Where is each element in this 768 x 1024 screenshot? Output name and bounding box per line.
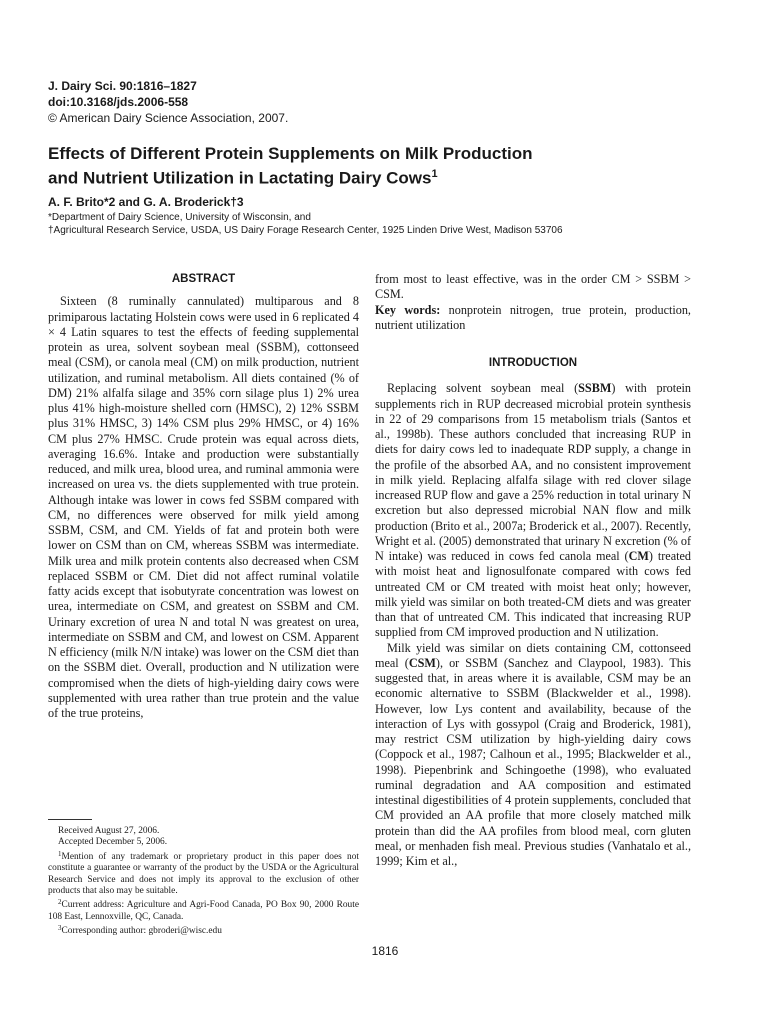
footnote-3-mark: 3 <box>58 924 62 933</box>
intro-paragraph-2 <box>375 641 691 870</box>
article-title-line-2-text: and Nutrient Utilization in Lactating Dairy Cows <box>48 168 432 188</box>
introduction-heading: INTRODUCTION <box>488 357 578 369</box>
footnote-1 <box>48 849 359 898</box>
footnote-3-text: Corresponding author: gbroderi@wisc.edu <box>61 926 222 937</box>
abstract-heading: ABSTRACT <box>171 273 236 285</box>
keywords-label: Key words: <box>375 302 441 317</box>
footnote-2-text: Current address: Agriculture and Agri-Food Canada, PO Box 90, 2000 Route 108 East, Lennoxville, QC, Canada. <box>48 900 359 922</box>
footnotes <box>48 826 359 938</box>
footnote-2 <box>48 897 359 923</box>
footnote-accepted: Accepted December 5, 2006. <box>58 837 168 848</box>
intro-paragraph-1 <box>375 381 691 640</box>
keywords <box>375 303 691 334</box>
abstract-continuation: from most to least effective, was in the order CM > SSBM > CSM. <box>375 272 691 302</box>
footnote-divider <box>48 819 92 820</box>
footnote-2-mark: 2 <box>58 898 62 907</box>
intro-p1-part-3: ) treated with moist heat and lignosulfonate compared with cows fed untreated CM or CM treated with moist heat only; however, milk yield was similar on both treated-CM diets and was greater than that of untreated CM. This indicated that increasing RUP supplied from CM improved production and N utilization. <box>375 549 692 640</box>
abstract-text: Sixteen (8 ruminally cannulated) multiparous and 8 primiparous lactating Holstein cows were used in 6 replicated 4 × 4 Latin squares to test the effects of feeding supplemental protein as urea, solvent soybean meal (SSBM), cottonseed meal (CSM), or canola meal (CM) on milk production, nutrient utilization, and ruminal metabolism. All diets contained (% of DM) 21% alfalfa silage and 35% corn silage plus 1) 2% urea plus 41% high-moisture shelled corn (HMSC), 2) 12% SSBM plus 31% HMSC, 3) 14% CSM plus 29% HMSC, or 4) 16% CM plus 27% HMSC. Crude protein was equal across diets, averaging 16.6%. Intake and production were substantially reduced, and milk urea, blood urea, and ruminal ammonia were increased on urea vs. the diets supplemented with true protein. Although intake was lower in cows fed SSBM compared with CM, no differences were observed for milk yield among SSBM, CSM, and CM. Yields of fat and protein both were lower on CSM than on CM, whereas SSBM was intermediate. Milk urea and milk protein contents also decreased when CSM replaced SSBM or CM. Diet did not affect ruminal volatile fatty acids except that isobutyrate concentration was lowest on urea, intermediate on CSM, and greatest on SSBM and CM. Urinary excretion of urea N and total N was greatest on urea, intermediate on SSBM and CM, and lowest on CSM. Apparent N efficiency (milk N/N intake) was lower on the CSM diet than on the SSBM diet. Overall, production and N utilization were compromised when the diets of high-yielding dairy cows were supplemented with urea rather than true protein and the value of the true proteins, <box>48 294 359 720</box>
abbrev-ssbm: SSBM <box>578 381 612 396</box>
journal-info <box>48 78 288 126</box>
intro-p2-part-2: ), or SSBM (Sanchez and Claypool, 1983). This suggested that, in areas where it is available, CSM may be an economic alternative to SSBM (Blackwelder et al., 1998). However, low Lys content and availability, because of the interaction of Lys with gossypol (Craig and Broderick, 1981), may restrict CSM utilization by high-yielding dairy cows (Coppock et al., 1987; Calhoun et al., 1995; Blackwelder et al., 1998). Piepenbrink and Schingoethe (1998), who evaluated ruminal degradation and AA composition and estimated intestinal digestibilities of 4 protein supplements, concluded that CM provided an AA profile that more closely matched milk protein than did the AA profiles from blood meal, corn gluten meal, or menhaden fish meal. Previous studies (Vanhatalo et al., 1999; Kim et al., <box>375 655 692 868</box>
right-column <box>375 272 691 869</box>
affiliations <box>48 212 563 237</box>
title-footnote-mark: 1 <box>431 168 438 180</box>
article-title <box>48 143 688 189</box>
left-column <box>48 272 359 721</box>
journal-copyright: © American Dairy Science Association, 2007. <box>48 111 289 125</box>
affiliation-2: †Agricultural Research Service, USDA, US Dairy Forage Research Center, 1925 Linden Drive West, Madison 53706 <box>48 224 563 236</box>
journal-citation: J. Dairy Sci. 90:1816–1827 <box>48 79 197 93</box>
abbrev-csm: CSM <box>408 655 436 670</box>
journal-doi: doi:10.3168/jds.2006-558 <box>48 95 189 109</box>
affiliation-1: *Department of Dairy Science, University of Wisconsin, and <box>48 212 311 223</box>
abbrev-cm: CM <box>628 549 649 563</box>
article-title-line-1: Effects of Different Protein Supplements on Milk Production <box>48 144 533 163</box>
intro-p1-part-1: Replacing solvent soybean meal ( <box>387 381 579 396</box>
keywords-text: nonprotein nitrogen, true protein, production, nutrient utilization <box>375 302 691 332</box>
intro-p2-part-1: Milk yield was similar on diets containing CM, cottonseed meal ( <box>375 640 691 670</box>
footnote-1-text: Mention of any trademark or proprietary product in this paper does not constitute a guarantee or warranty of the product by the USDA or the Agricultural Research Service and does not imply its approval to the exclusion of other products that also may be suitable. <box>48 851 359 897</box>
footnote-received: Received August 27, 2006. <box>58 826 160 836</box>
footnote-1-mark: 1 <box>58 849 62 858</box>
footnote-3 <box>48 923 359 937</box>
page-number: 1816 <box>371 944 399 958</box>
authors: A. F. Brito*2 and G. A. Broderick†3 <box>48 195 244 209</box>
article-title-line-2 <box>48 164 688 189</box>
intro-p1-part-2: ) with protein supplements rich in RUP decreased microbial protein synthesis in 22 of 29 comparisons from 15 metabolism trials (Santos et al., 1998b). These authors concluded that increasing RUP in diets for dairy cows led to inadequate RDP supply, a change in the profile of the absorbed AA, and no consistent improvement in milk yield. Replacing alfalfa silage with red clover silage increased RUP flow and gave a 25% reduction in total urinary N excretion but also depressed microbial NAN flow and milk production (Brito et al., 2007a; Broderick et al., 2007). Recently, Wright et al. (2005) demonstrated that urinary N excretion (% of N intake) was reduced in cows fed canola meal ( <box>375 381 692 563</box>
